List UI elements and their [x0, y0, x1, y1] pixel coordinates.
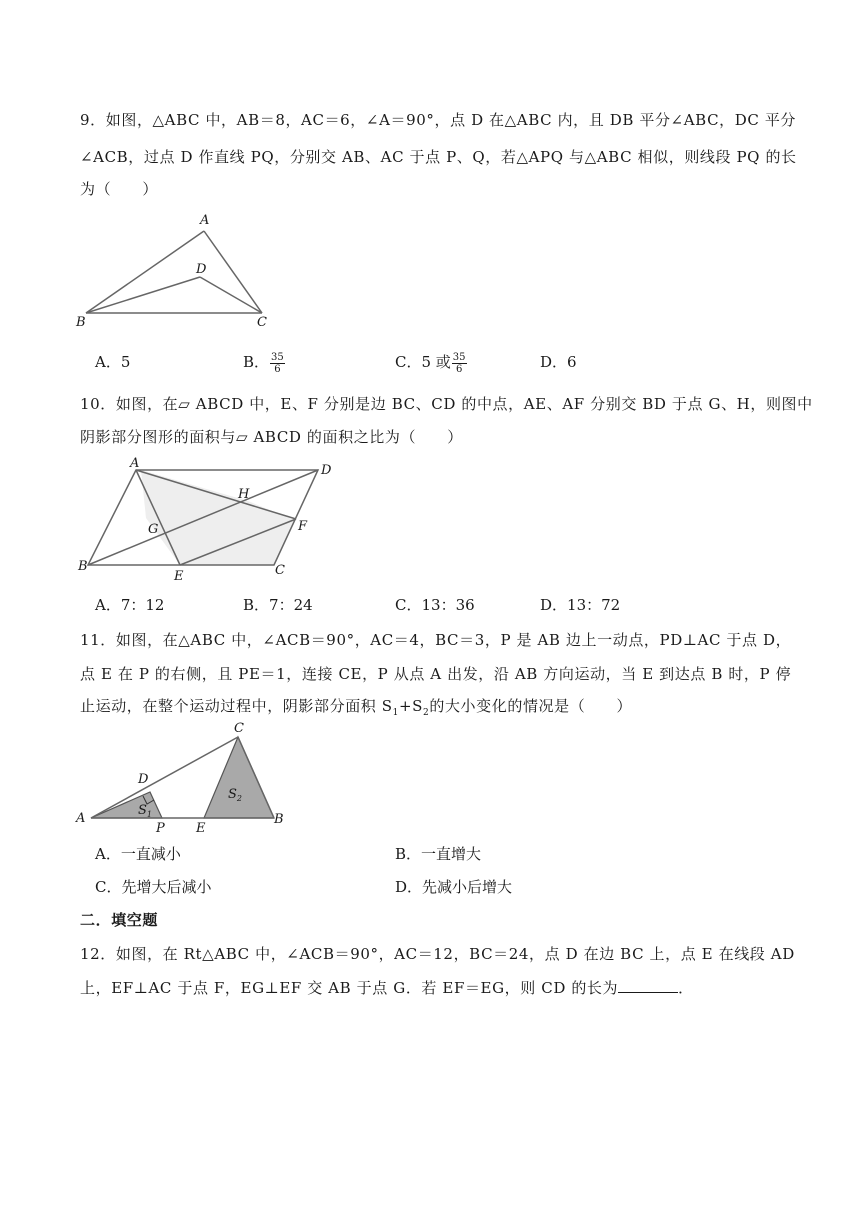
q10-label-e: E: [174, 569, 184, 584]
q9-label-d: D: [196, 262, 207, 277]
q9-option-a: A．5: [95, 353, 131, 371]
q9-label-c: C: [257, 315, 267, 330]
q11-text-line3: 止运动，在整个运动过程中，阴影部分面积 $S_1+S_2$的大小变化的情况是（ ）: [80, 697, 633, 718]
q10-text-line2: 阴影部分图形的面积与▱ ABCD 的面积之比为（ ）: [80, 428, 463, 446]
section-title-fill-in: 二．填空题: [80, 911, 159, 929]
q11-label-c: C: [234, 721, 244, 736]
q11-label-s2: $S_2$: [228, 787, 242, 803]
q10-option-d: D．13：72: [540, 596, 621, 614]
q12-text-line2: 上，EF⊥AC 于点 F，EG⊥EF 交 AB 于点 G．若 EF＝EG，则 CD 的长为 ．: [80, 979, 694, 997]
q9-option-b: B． $\frac{35}{6}$: [243, 351, 284, 375]
q10-label-g: G: [148, 522, 159, 537]
q9-option-c: C．5 或 $\frac{35}{6}$: [395, 351, 466, 375]
q12-text-line1: 12．如图，在 Rt△ABC 中，∠ACB＝90°，AC＝12，BC＝24，点 D 在边 BC 上，点 E 在线段 AD: [80, 945, 795, 963]
q10-label-f: F: [298, 519, 308, 534]
q11-text-line1: 11．如图，在△ABC 中，∠ACB＝90°，AC＝4，BC＝3，P 是 AB 边上一动点，PD⊥AC 于点 D，: [80, 631, 792, 649]
q11-option-b: B．一直增大: [395, 845, 482, 863]
q11-label-d: D: [138, 772, 149, 787]
q10-figure: [78, 458, 348, 583]
q10-label-d: D: [321, 463, 332, 478]
q9-figure: [76, 208, 276, 328]
q9-side-ac: [204, 231, 262, 313]
q9-text-line3: 为（ ）: [80, 180, 159, 198]
q12-answer-blank[interactable]: [618, 978, 678, 993]
q10-option-a: A．7：12: [95, 596, 165, 614]
q11-label-b: B: [274, 812, 284, 827]
q10-label-h: H: [238, 487, 250, 502]
q9-label-a: A: [200, 213, 210, 228]
q10-text-line1: 10．如图，在▱ ABCD 中，E、F 分别是边 BC、CD 的中点，AE、AF 分别交 BD 于点 G、H，则图中: [80, 395, 813, 413]
q11-text-line2: 点 E 在 P 的右侧，且 PE＝1，连接 CE，P 从点 A 出发，沿 AB 方向运动，当 E 到达点 B 时，P 停: [80, 665, 792, 683]
q9-seg-bd: [86, 277, 200, 313]
q9-label-b: B: [76, 315, 86, 330]
q10-option-b: B．7：24: [243, 596, 313, 614]
q11-option-a: A．一直减小: [95, 845, 181, 863]
q10-label-a: A: [130, 456, 140, 471]
q11-option-c: C．先增大后减小: [95, 878, 212, 896]
q9-side-ab: [86, 231, 204, 313]
q9-text-line2: ∠ACB，过点 D 作直线 PQ，分别交 AB、AC 于点 P、Q，若△APQ 与△ABC 相似，则线段 PQ 的长: [80, 148, 797, 166]
q9-text-line1: 9．如图，△ABC 中，AB＝8，AC＝6，∠A＝90°，点 D 在△ABC 内，且 DB 平分∠ABC，DC 平分: [80, 111, 797, 129]
q11-label-e: E: [196, 821, 206, 836]
q10-label-b: B: [78, 559, 88, 574]
q11-figure: [76, 720, 296, 835]
q10-label-c: C: [275, 563, 285, 578]
q11-option-d: D．先减小后增大: [395, 878, 513, 896]
q11-label-a: A: [76, 811, 86, 826]
q11-label-p: P: [156, 821, 165, 836]
q10-option-c: C．13：36: [395, 596, 475, 614]
q9-seg-dc: [200, 277, 262, 313]
q9-option-d: D．6: [540, 353, 577, 371]
q11-label-s1: $S_1$: [138, 803, 152, 819]
